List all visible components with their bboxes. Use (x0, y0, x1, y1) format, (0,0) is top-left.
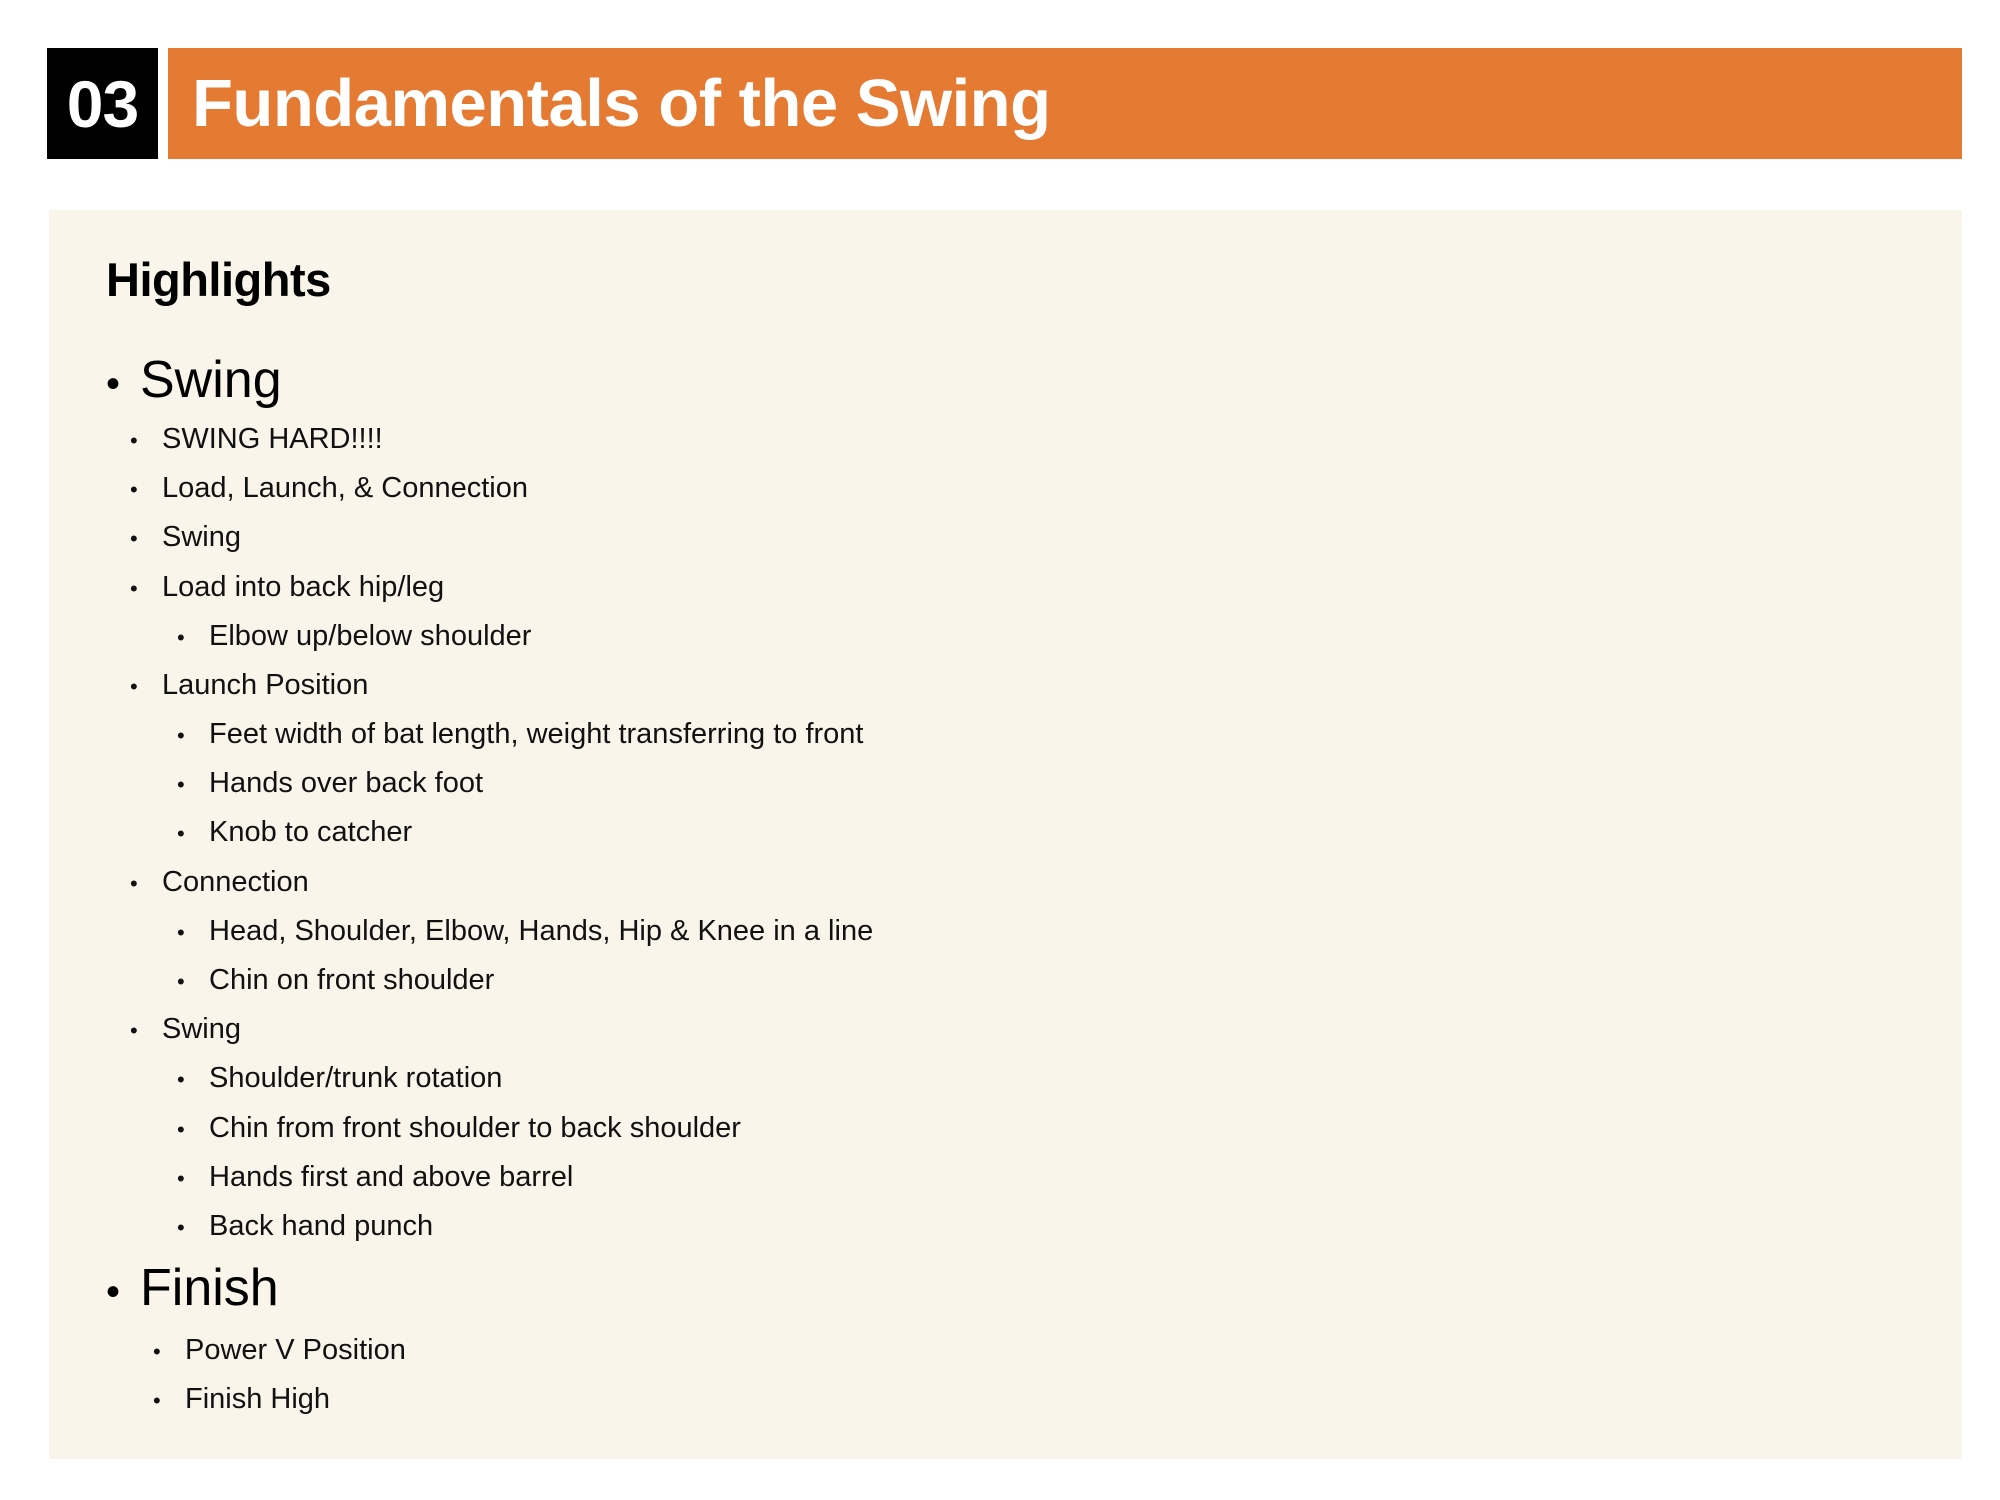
bullet-icon: • (130, 576, 138, 601)
section-heading-label: Finish (140, 1259, 279, 1317)
list-item-label: Head, Shoulder, Elbow, Hands, Hip & Knee in a line (209, 915, 874, 947)
list-item (177, 1112, 741, 1145)
bullet-icon: • (177, 723, 185, 748)
bullet-icon: • (130, 674, 138, 699)
list-item-label: Load into back hip/leg (162, 571, 445, 603)
list-item-label: Elbow up/below shoulder (209, 620, 532, 652)
list-item (177, 964, 494, 997)
list-item (177, 1062, 502, 1095)
bullet-icon: • (177, 1117, 185, 1142)
list-item (153, 1334, 406, 1367)
list-item-label: Hands first and above barrel (209, 1161, 574, 1193)
list-item (130, 423, 383, 456)
list-item (177, 767, 483, 800)
bullet-icon: • (106, 362, 121, 406)
bullet-icon: • (153, 1388, 161, 1413)
list-item (130, 571, 444, 604)
section-heading-label: Swing (140, 351, 282, 409)
list-item (177, 915, 873, 948)
list-item-label: Shoulder/trunk rotation (209, 1062, 503, 1094)
list-item-label: Connection (162, 866, 309, 898)
bullet-icon: • (177, 1166, 185, 1191)
list-item (153, 1383, 330, 1416)
section-number: 03 (47, 48, 158, 159)
bullet-icon: • (177, 772, 185, 797)
list-item (130, 866, 309, 899)
list-item-label: Power V Position (185, 1334, 406, 1366)
list-item-label: Knob to catcher (209, 816, 413, 848)
list-item (177, 1161, 573, 1194)
list-item-label: Swing (162, 521, 241, 553)
bullet-icon: • (153, 1339, 161, 1364)
list-item-label: Back hand punch (209, 1210, 434, 1242)
bullet-icon: • (106, 1270, 121, 1314)
section-heading-finish (106, 1258, 279, 1318)
bullet-icon: • (177, 625, 185, 650)
list-item (177, 620, 531, 653)
list-item-label: SWING HARD!!!! (162, 423, 383, 455)
bullet-icon: • (130, 1018, 138, 1043)
bullet-icon: • (177, 969, 185, 994)
bullet-icon: • (130, 428, 138, 453)
list-item-label: Finish High (185, 1383, 331, 1415)
bullet-icon: • (177, 1067, 185, 1092)
bullet-icon: • (177, 920, 185, 945)
page-title: Fundamentals of the Swing (168, 48, 1962, 159)
list-item-label: Load, Launch, & Connection (162, 472, 528, 504)
section-heading-swing (106, 350, 282, 410)
bullet-icon: • (130, 871, 138, 896)
list-item (130, 521, 241, 554)
list-item (177, 718, 863, 751)
list-item (130, 472, 528, 505)
list-item (177, 816, 412, 849)
list-item (177, 1210, 433, 1243)
list-item-label: Feet width of bat length, weight transferring to front (209, 718, 864, 750)
bullet-icon: • (177, 821, 185, 846)
bullet-icon: • (130, 477, 138, 502)
list-item (130, 1013, 241, 1046)
highlights-heading: Highlights (106, 253, 331, 306)
list-item (130, 669, 368, 702)
list-item-label: Hands over back foot (209, 767, 484, 799)
list-item-label: Chin from front shoulder to back shoulder (209, 1112, 741, 1144)
list-item-label: Launch Position (162, 669, 369, 701)
list-item-label: Swing (162, 1013, 241, 1045)
bullet-icon: • (130, 526, 138, 551)
list-item-label: Chin on front shoulder (209, 964, 495, 996)
bullet-icon: • (177, 1215, 185, 1240)
